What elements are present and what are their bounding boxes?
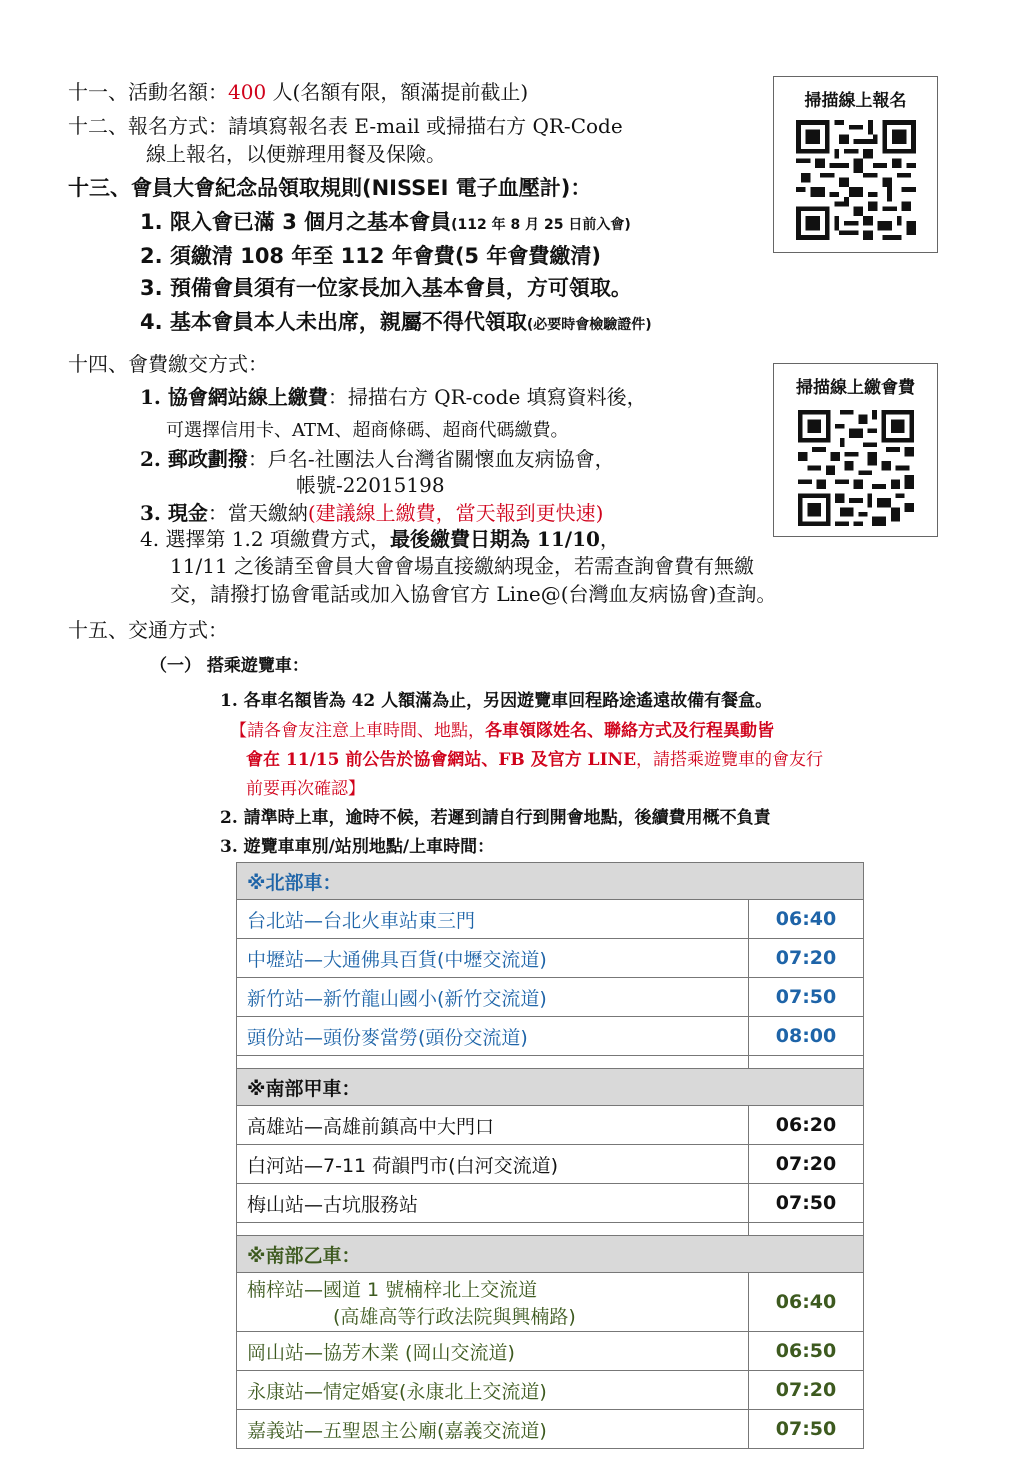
- station-line-1: 楠梓站—國道 1 號楠梓北上交流道: [247, 1279, 538, 1301]
- station-cell: [237, 1273, 749, 1332]
- table-row: [237, 1273, 864, 1332]
- section-12-line2: 線上報名，以便辦理用餐及保險。: [146, 142, 446, 166]
- section-11-rest: 人(名額有限，額滿提前截止): [266, 80, 529, 104]
- qr-payment-box[interactable]: [773, 363, 938, 537]
- qr-code-icon[interactable]: [789, 120, 923, 240]
- bus-note-3: 3. 遊覽車車別/站別地點/上車時間：: [220, 837, 495, 857]
- bus-subtitle: （一） 搭乘遊覽車：: [150, 656, 309, 676]
- table-row: [237, 1410, 864, 1449]
- bus-notice-line1: [230, 716, 774, 741]
- bus-notice-line3: 前要再次確認】: [246, 779, 365, 799]
- bus-notice-d: ，請搭乘遊覽車的會友行: [636, 750, 824, 770]
- station-cell: 梅山站—古坑服務站: [237, 1184, 749, 1223]
- time-cell: 07:50: [749, 1184, 864, 1223]
- station-line-2: (高雄高等行政法院與興楠路): [333, 1306, 576, 1328]
- pay-item-1-text: ：掃描右方 QR-code 填寫資料後，: [327, 385, 647, 409]
- table-row: [237, 1069, 864, 1106]
- table-row: [237, 1371, 864, 1410]
- time-cell: 06:40: [749, 1273, 864, 1332]
- station-cell: 頭份站—頭份麥當勞(頭份交流道): [237, 1017, 749, 1056]
- time-cell: 07:50: [749, 978, 864, 1017]
- time-cell: 07:20: [749, 939, 864, 978]
- pay-item-1-label: 1. 協會網站線上繳費: [140, 385, 328, 409]
- table-row: [237, 1145, 864, 1184]
- table-spacer: [237, 1223, 864, 1236]
- pay-item-3-text: ：當天繳納: [207, 501, 308, 525]
- table-spacer: [237, 1056, 864, 1069]
- station-cell: 台北站—台北火車站東三門: [237, 900, 749, 939]
- station-cell: 高雄站—高雄前鎮高中大門口: [237, 1106, 749, 1145]
- station-cell: 岡山站—協芳木業 (岡山交流道): [237, 1332, 749, 1371]
- bus-note-1: 1. 各車名額皆為 42 人額滿為止，另因遊覽車回程路途遙遠故備有餐盒。: [220, 691, 773, 711]
- rule-item-4-note: (必要時會檢驗證件): [526, 317, 652, 333]
- table-row: [237, 1106, 864, 1145]
- time-cell: 06:40: [749, 900, 864, 939]
- pay-item-2-label: 2. 郵政劃撥: [140, 447, 248, 471]
- table-row: [237, 939, 864, 978]
- station-cell: 永康站—情定婚宴(永康北上交流道): [237, 1371, 749, 1410]
- station-cell: 嘉義站—五聖恩主公廟(嘉義交流道): [237, 1410, 749, 1449]
- table-row: [237, 863, 864, 900]
- station-cell: 中壢站—大通佛具百貨(中壢交流道): [237, 939, 749, 978]
- pay-item-3-label: 3. 現金: [140, 501, 208, 525]
- pay-item-4-line2: 11/11 之後請至會員大會會場直接繳納現金，若需查詢會費有無繳: [170, 554, 754, 578]
- rule-item-2: 2. 須繳清 108 年至 112 年會費(5 年會費繳清): [140, 244, 601, 268]
- table-row: [237, 1184, 864, 1223]
- section-13-title: 十三、會員大會紀念品領取規則(NISSEI 電子血壓計)：: [68, 176, 592, 200]
- table-row: [237, 1017, 864, 1056]
- bus-schedule-table: [236, 862, 864, 1449]
- section-15-title: 十五、交通方式：: [68, 618, 228, 642]
- section-14-title: 十四、會費繳交方式：: [68, 352, 268, 376]
- quota-count: 400: [228, 80, 267, 104]
- pay-item-2: [140, 443, 615, 472]
- bus-note-2: 2. 請準時上車，逾時不候，若遲到請自行到開會地點，後續費用概不負責: [220, 808, 771, 828]
- pay-item-4-comma: ，: [599, 527, 620, 551]
- table-row: [237, 1236, 864, 1273]
- postal-account: 帳號-22015198: [296, 473, 445, 497]
- qr-payment-title: 掃描線上繳會費: [796, 378, 915, 398]
- section-11: [68, 76, 528, 105]
- rule-item-3: 3. 預備會員須有一位家長加入基本會員，方可領取。: [140, 276, 632, 300]
- rule-item-1-note: (112 年 8 月 25 日前入會): [451, 217, 631, 233]
- bus-notice-c: 會在 11/15 前公告於協會網站、FB 及官方 LINE: [246, 750, 637, 770]
- rule-item-4: [140, 306, 652, 336]
- station-cell: 新竹站—新竹龍山國小(新竹交流道): [237, 978, 749, 1017]
- qr-code-icon[interactable]: [791, 410, 921, 526]
- pay-item-1-line2: 可選擇信用卡、ATM、超商條碼、超商代碼繳費。: [166, 420, 569, 441]
- time-cell: 06:50: [749, 1332, 864, 1371]
- time-cell: 06:20: [749, 1106, 864, 1145]
- qr-registration-box[interactable]: [773, 76, 938, 253]
- table-row: [237, 900, 864, 939]
- time-cell: 08:00: [749, 1017, 864, 1056]
- qr-registration-title: 掃描線上報名: [804, 91, 907, 111]
- table-row: [237, 1332, 864, 1371]
- pay-item-4-line3: 交，請撥打協會電話或加入協會官方 Line@(台灣血友病協會)查詢。: [170, 582, 777, 606]
- time-cell: 07:50: [749, 1410, 864, 1449]
- bus-notice-a: 【請各會友注意上車時間、地點，: [230, 721, 485, 741]
- south-a-bus-header: ※南部甲車：: [237, 1069, 864, 1106]
- pay-item-3: [140, 497, 603, 526]
- time-cell: 07:20: [749, 1371, 864, 1410]
- rule-item-4-text: 4. 基本會員本人未出席，親屬不得代領取: [140, 310, 527, 334]
- pay-item-3-note: (建議線上繳費，當天報到更快速): [307, 501, 604, 525]
- pay-item-4: [140, 523, 620, 552]
- table-row: [237, 978, 864, 1017]
- bus-notice-line2: [246, 745, 823, 770]
- pay-deadline: 最後繳費日期為 11/10: [389, 527, 600, 551]
- pay-item-1: [140, 381, 647, 410]
- south-b-bus-header: ※南部乙車：: [237, 1236, 864, 1273]
- section-11-label: 十一、活動名額：: [68, 80, 228, 104]
- rule-item-1-text: 1. 限入會已滿 3 個月之基本會員: [140, 210, 452, 234]
- section-12-line1: 十二、報名方式：請填寫報名表 E-mail 或掃描右方 QR-Code: [68, 114, 623, 138]
- pay-item-2-text: ：戶名-社團法人台灣省關懷血友病協會，: [247, 447, 615, 471]
- north-bus-header: ※北部車：: [237, 863, 864, 900]
- station-cell: 白河站—7-11 荷韻門市(白河交流道): [237, 1145, 749, 1184]
- bus-notice-b: 各車領隊姓名、聯絡方式及行程異動皆: [485, 721, 774, 741]
- pay-item-4-text: 4. 選擇第 1.2 項繳費方式，: [140, 527, 390, 551]
- rule-item-1: [140, 206, 631, 236]
- time-cell: 07:20: [749, 1145, 864, 1184]
